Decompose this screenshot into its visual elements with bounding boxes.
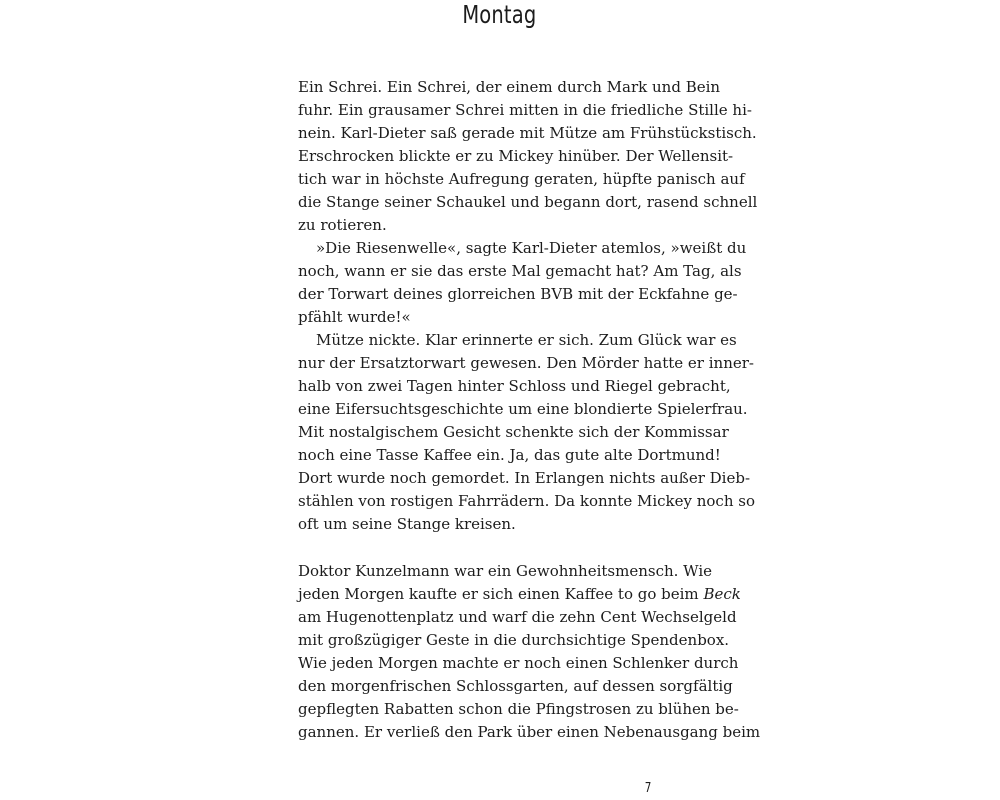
text-line: »Die Riesenwelle«, sagte Karl-Dieter atemlos, »weißt du xyxy=(316,239,747,257)
text-line: die Stange seiner Schaukel und begann dort, rasend schnell xyxy=(298,193,758,211)
text-line: Ein Schrei. Ein Schrei, der einem durch Mark und Bein xyxy=(298,78,721,96)
text-line: nein. Karl-Dieter saß gerade mit Mütze am Frühstückstisch. xyxy=(298,124,757,142)
text-line: oft um seine Stange kreisen. xyxy=(298,515,516,533)
text-line: stählen von rostigen Fahrrädern. Da konnte Mickey noch so xyxy=(298,492,755,510)
text-line: jeden Morgen kaufte er sich einen Kaffee to go beim Beck xyxy=(298,585,741,603)
text-line: den morgenfrischen Schlossgarten, auf dessen sorgfältig xyxy=(298,677,733,695)
text-line: nur der Ersatztorwart gewesen. Den Mörder hatte er inner- xyxy=(298,354,754,372)
text-line: Mit nostalgischem Gesicht schenkte sich der Kommissar xyxy=(298,423,729,441)
text-line: pfählt wurde!« xyxy=(298,308,411,326)
text-line: der Torwart deines glorreichen BVB mit der Eckfahne ge- xyxy=(298,285,738,303)
text-line: noch eine Tasse Kaffee ein. Ja, das gute alte Dortmund! xyxy=(298,446,721,464)
text-line: halb von zwei Tagen hinter Schloss und Riegel gebracht, xyxy=(298,377,731,395)
text-line: fuhr. Ein grausamer Schrei mitten in die friedliche Stille hi- xyxy=(298,101,752,119)
text-line: Mütze nickte. Klar erinnerte er sich. Zum Glück war es xyxy=(316,331,737,349)
text-line: zu rotieren. xyxy=(298,216,387,234)
text-line: Erschrocken blickte er zu Mickey hinüber. Der Wellensit- xyxy=(298,147,734,165)
text-line: tich war in höchste Aufregung geraten, hüpfte panisch auf xyxy=(298,170,745,188)
text-line: am Hugenottenplatz und warf die zehn Cent Wechselgeld xyxy=(298,608,737,626)
text-line: eine Eifersuchtsgeschichte um eine blondierte Spielerfrau. xyxy=(298,400,748,418)
text-line: Wie jeden Morgen machte er noch einen Schlenker durch xyxy=(298,654,739,672)
page-number: 7 xyxy=(644,781,652,796)
chapter-title: Montag xyxy=(462,0,537,29)
emphasis-text: Beck xyxy=(703,585,741,603)
text-line: gepflegten Rabatten schon die Pfingstrosen zu blühen be- xyxy=(298,700,739,718)
text-line: Doktor Kunzelmann war ein Gewohnheitsmensch. Wie xyxy=(298,562,712,580)
text-line: noch, wann er sie das erste Mal gemacht hat? Am Tag, als xyxy=(298,262,742,280)
text-line: gannen. Er verließ den Park über einen Nebenausgang beim xyxy=(298,723,761,741)
text-line: Dort wurde noch gemordet. In Erlangen nichts außer Dieb- xyxy=(298,469,751,487)
text-line: mit großzügiger Geste in die durchsichtige Spendenbox. xyxy=(298,631,730,649)
